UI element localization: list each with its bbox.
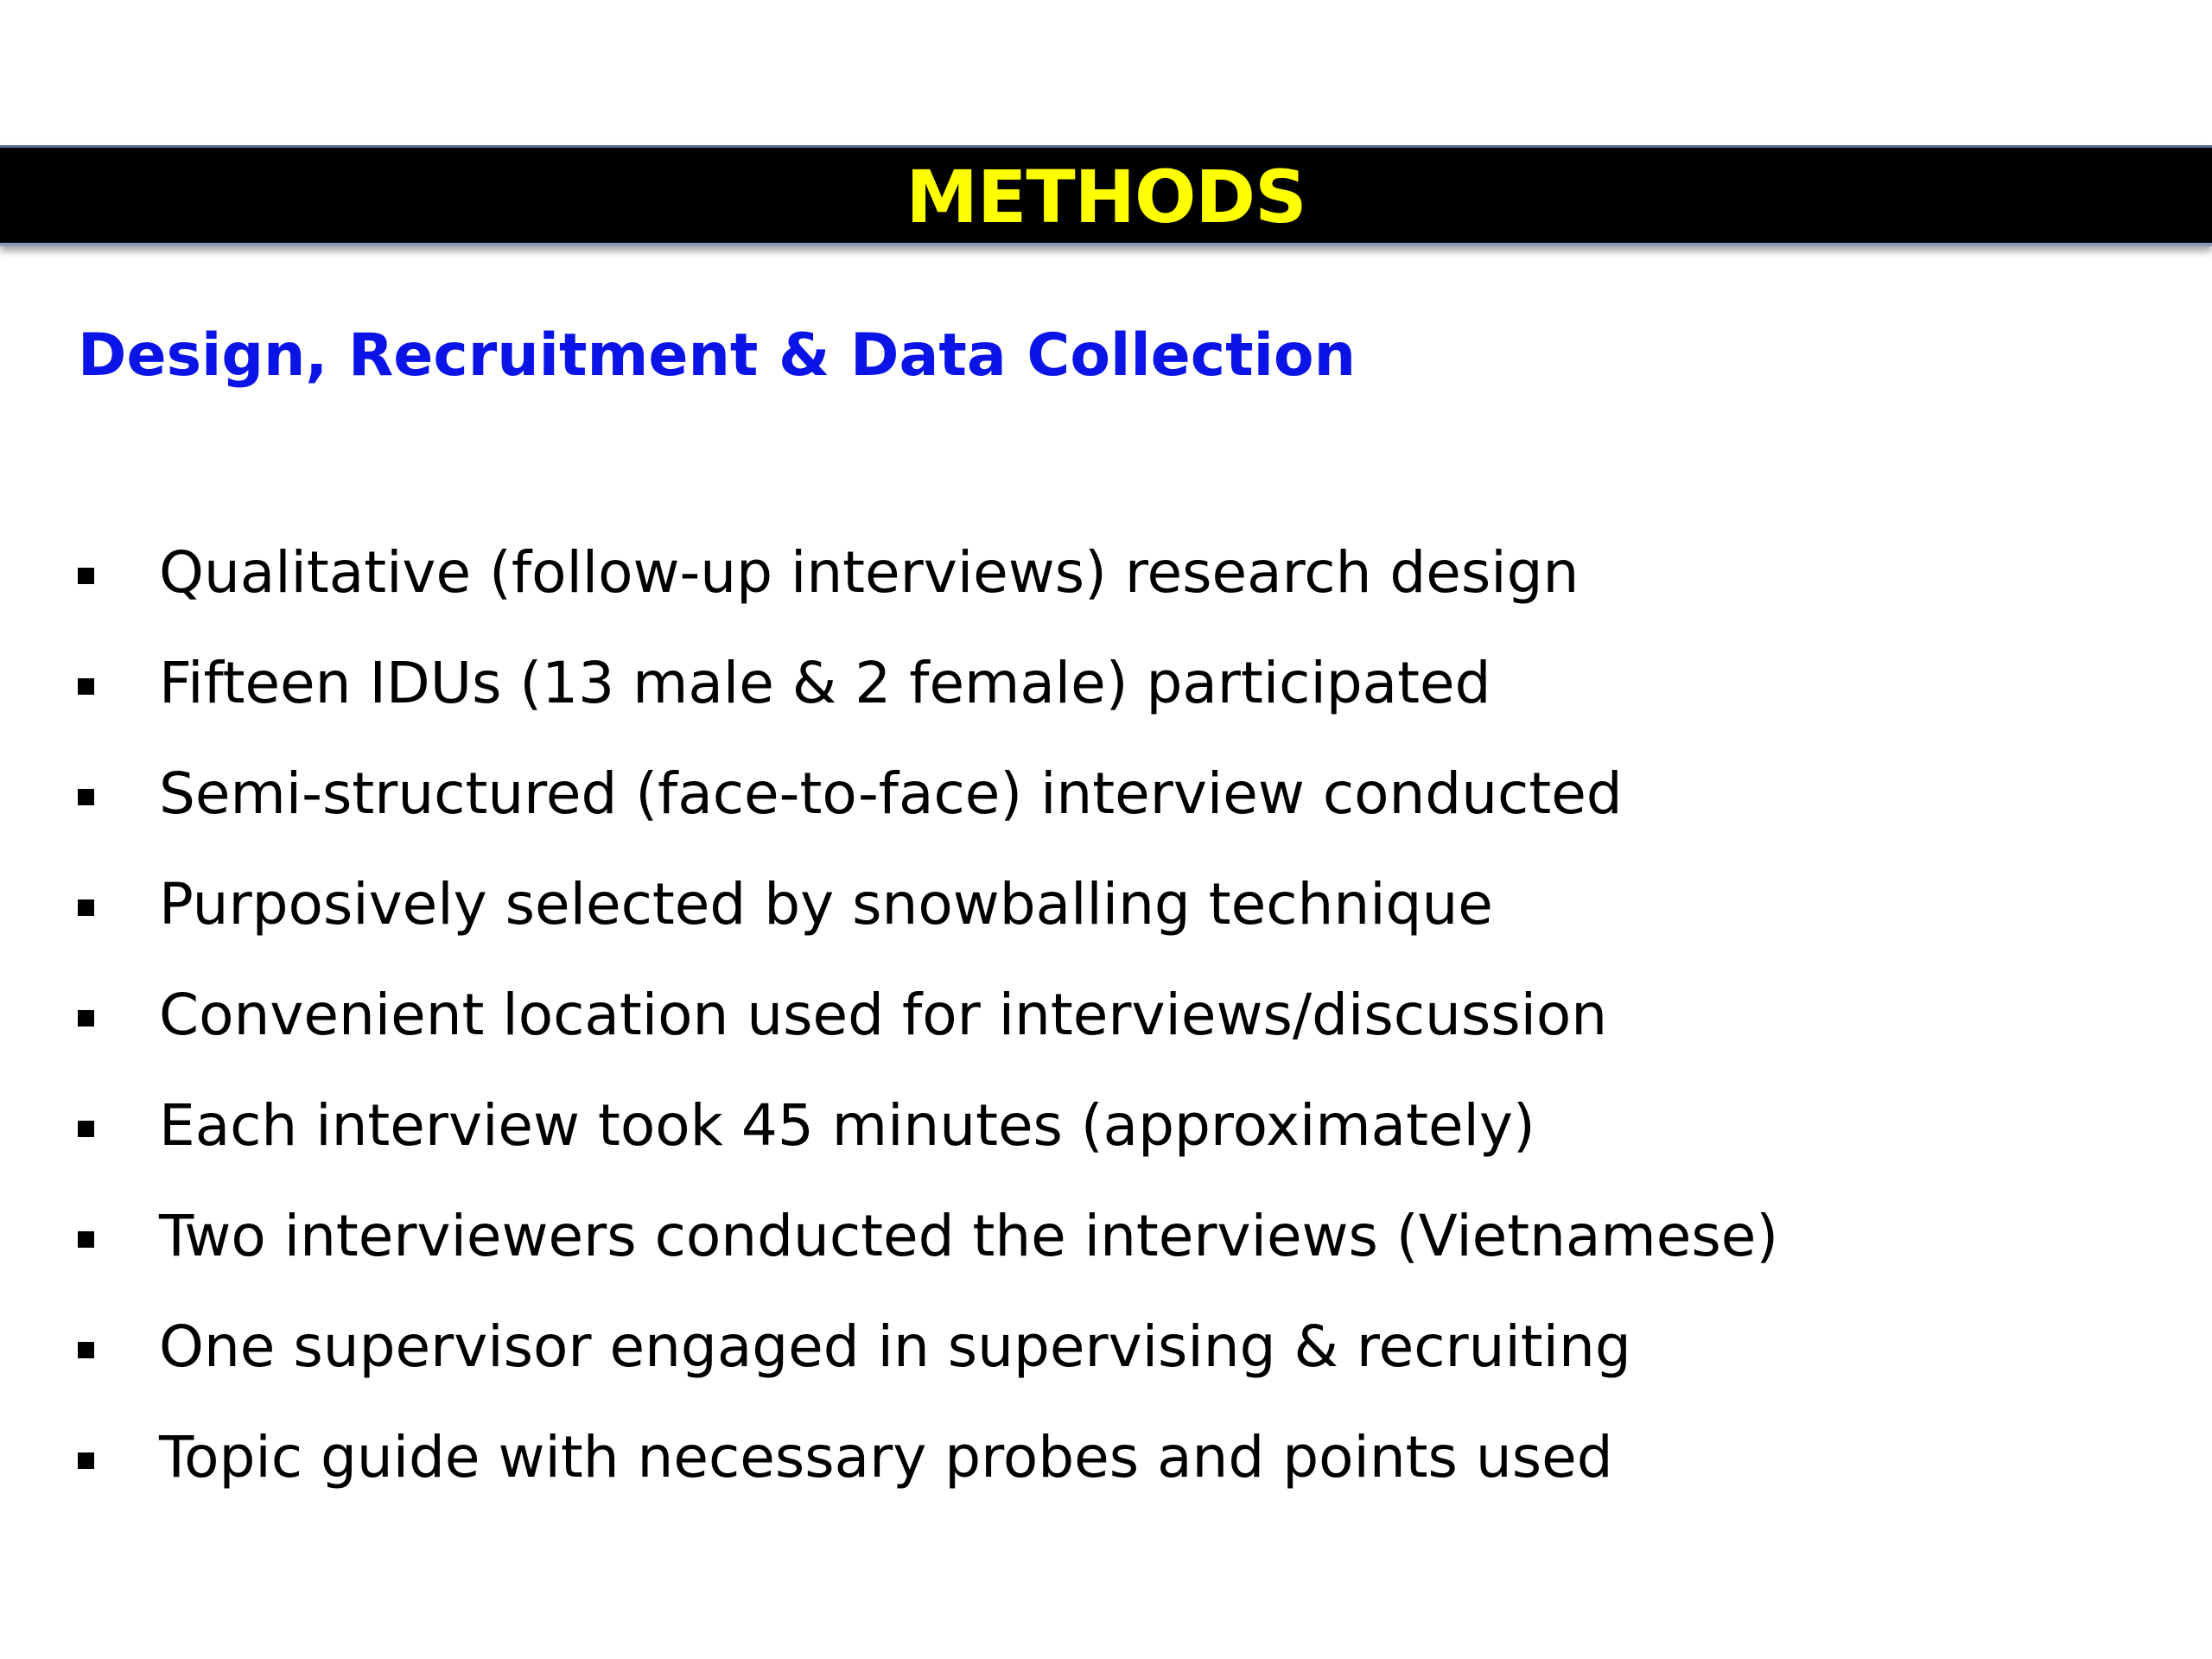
square-bullet-icon <box>78 678 94 695</box>
bullet-text: Purposively selected by snowballing technique <box>159 871 1493 938</box>
section-subtitle: Design, Recruitment & Data Collection <box>78 321 1357 390</box>
square-bullet-icon <box>78 1342 94 1358</box>
square-bullet-icon <box>78 1010 94 1027</box>
bullet-text: Qualitative (follow-up interviews) research design <box>159 539 1580 606</box>
bullet-text: Convenient location used for interviews/discussion <box>159 982 1608 1048</box>
list-item <box>78 871 1493 987</box>
list-item <box>78 539 1580 655</box>
list-item <box>78 760 1623 876</box>
list-item <box>78 650 1491 766</box>
slide-title: METHODS <box>906 155 1306 239</box>
list-item <box>78 982 1608 1097</box>
square-bullet-icon <box>78 899 94 916</box>
square-bullet-icon <box>78 1452 94 1469</box>
bullet-text: Fifteen IDUs (13 male & 2 female) participated <box>159 650 1491 716</box>
list-item <box>78 1424 1613 1540</box>
bullet-text: One supervisor engaged in supervising & recruiting <box>159 1313 1631 1380</box>
list-item <box>78 1203 1779 1319</box>
square-bullet-icon <box>78 568 94 584</box>
bullet-list <box>78 539 1779 1540</box>
square-bullet-icon <box>78 1121 94 1137</box>
square-bullet-icon <box>78 1231 94 1248</box>
bullet-text: Topic guide with necessary probes and points used <box>159 1424 1613 1491</box>
bullet-text: Two interviewers conducted the interviews (Vietnamese) <box>159 1203 1779 1269</box>
bullet-text: Each interview took 45 minutes (approximately) <box>159 1092 1535 1159</box>
list-item <box>78 1313 1631 1429</box>
list-item <box>78 1092 1535 1208</box>
title-bar <box>0 145 2212 246</box>
square-bullet-icon <box>78 789 94 805</box>
bullet-text: Semi-structured (face-to-face) interview conducted <box>159 760 1623 827</box>
